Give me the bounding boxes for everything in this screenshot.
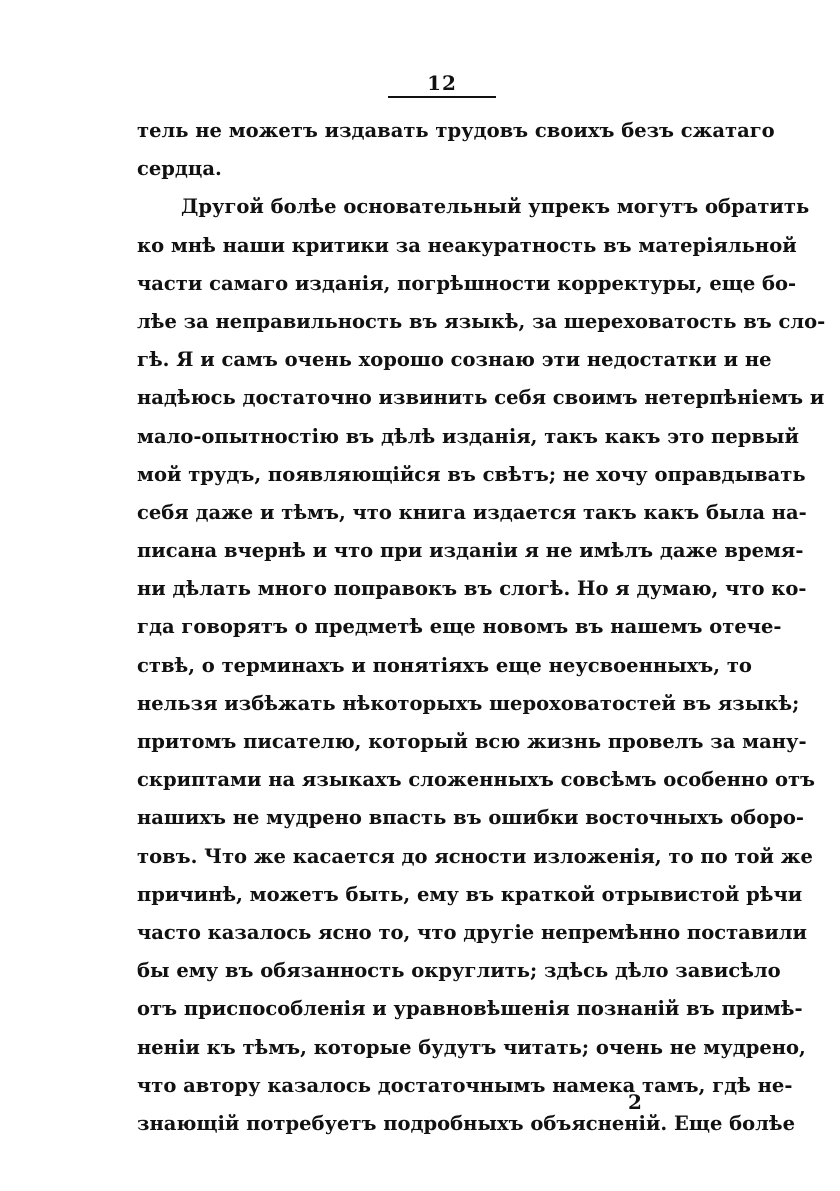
- text-line: что автору казалось достаточнымъ намека тамъ, гдѣ не-: [137, 1073, 793, 1097]
- text-line: гѣ. Я и самъ очень хорошо сознаю эти недостатки и не: [137, 348, 772, 372]
- text-line: причинѣ, можетъ быть, ему въ краткой отрывистой рѣчи: [137, 882, 803, 906]
- signature-mark: 2: [628, 1090, 642, 1114]
- text-line: лѣе за неправильность въ языкѣ, за шереховатость въ сло-: [137, 309, 826, 333]
- text-line: надѣюсь достаточно извинить себя своимъ нетерпѣніемъ и: [137, 386, 825, 410]
- text-line: себя даже и тѣмъ, что книга издается такъ какъ была на-: [137, 500, 807, 524]
- text-line: части самаго изданія, погрѣшности корректуры, еще бо-: [137, 271, 797, 295]
- text-line: товъ. Что же касается до ясности изложенія, то по той же: [137, 844, 813, 868]
- page-number: 12: [427, 71, 457, 95]
- text-line: Другой болѣе основательный упрекъ могутъ обратить: [181, 195, 810, 219]
- body-text: [137, 112, 826, 1143]
- text-line: знающій потребуетъ подробныхъ объясненій. Еще болѣе: [137, 1111, 796, 1135]
- text-line: ко мнѣ наши критики за неакуратность въ матеріяльной: [137, 233, 797, 257]
- header-rule: [388, 96, 496, 98]
- text-line: тель не можетъ издавать трудовъ своихъ безъ сжатаго: [137, 119, 775, 142]
- text-line: ствѣ, о терминахъ и понятіяхъ еще неусвоенныхъ, то: [137, 653, 752, 677]
- text-line: бы ему въ обязанность округлить; здѣсь дѣло зависѣло: [137, 959, 781, 983]
- text-line: отъ приспособленія и уравновѣшенія познаній въ примѣ-: [137, 997, 803, 1021]
- text-line: гда говорятъ о предметѣ еще новомъ въ нашемъ отече-: [137, 615, 782, 639]
- text-line: часто казалось ясно то, что другіе непремѣнно поставили: [137, 920, 808, 944]
- text-line: мой трудъ, появляющійся въ свѣтъ; не хочу оправдывать: [137, 462, 806, 486]
- text-line: скриптами на языкахъ сложенныхъ совсѣмъ особенно отъ: [137, 768, 815, 792]
- text-line: притомъ писателю, который всю жизнь провелъ за ману-: [137, 730, 807, 753]
- text-line: писана вчернѣ и что при изданіи я не имѣлъ даже время-: [137, 539, 804, 563]
- text-line: нашихъ не мудрено впасть въ ошибки восточныхъ оборо-: [137, 806, 804, 830]
- text-line: ни дѣлать много поправокъ въ слогѣ. Но я думаю, что ко-: [137, 577, 807, 601]
- text-line: неніи къ тѣмъ, которые будутъ читать; очень не мудрено,: [137, 1035, 806, 1059]
- text-line: мало-опытностію въ дѣлѣ изданія, такъ какъ это первый: [137, 424, 799, 448]
- text-line: нельзя избѣжать нѣкоторыхъ шероховатостей въ языкѣ;: [137, 691, 800, 715]
- text-line: сердца.: [137, 157, 222, 181]
